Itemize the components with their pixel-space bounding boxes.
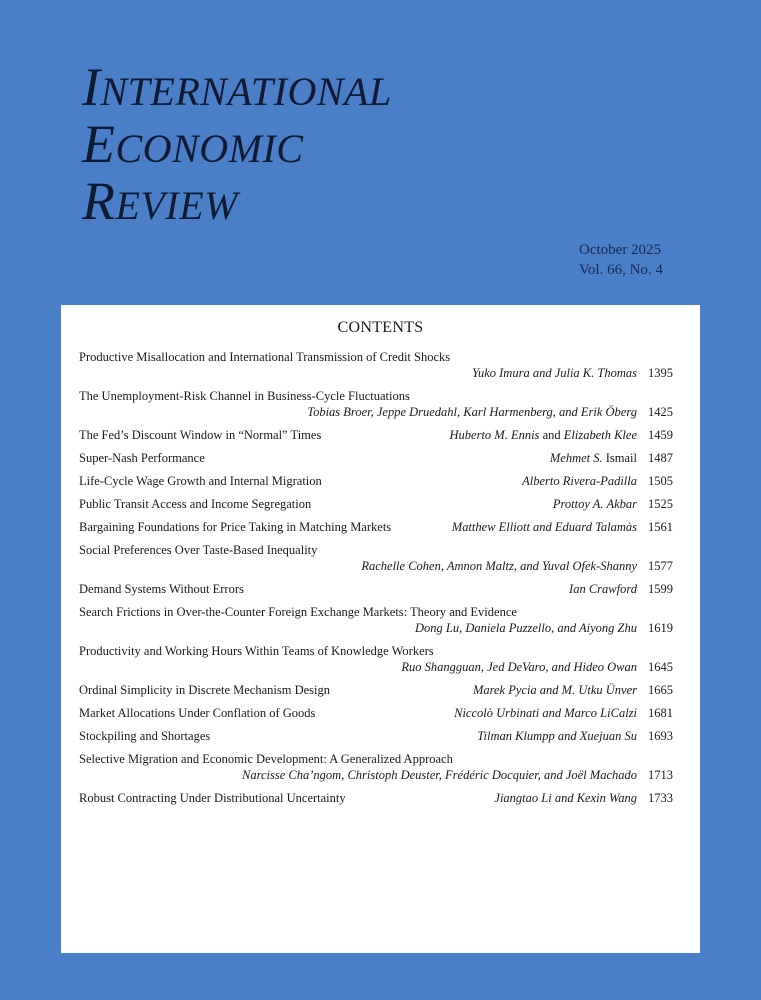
article-authors <box>522 473 637 489</box>
author-segment: Dong Lu, Daniela Puzzello, and Aiyong Zhu <box>415 621 637 635</box>
article-authors <box>307 404 637 420</box>
article-title[interactable]: Market Allocations Under Conflation of Goods <box>79 706 316 720</box>
article-title[interactable]: Public Transit Access and Income Segregation <box>79 497 312 511</box>
masthead-line-1: INTERNATIONAL <box>82 57 392 117</box>
toc-entry-author-row <box>79 365 673 381</box>
article-authors <box>454 705 637 721</box>
page-number: 1525 <box>648 497 673 511</box>
page-number: 1619 <box>648 621 673 635</box>
toc-entry-5[interactable] <box>79 473 673 489</box>
article-title[interactable]: Search Frictions in Over-the-Counter Foreign Exchange Markets: Theory and Evidence <box>79 605 517 619</box>
author-segment: Alberto Rivera-Padilla <box>522 474 637 488</box>
masthead-line-2: ECONOMIC <box>82 114 304 174</box>
toc-entry-author-row <box>79 620 673 636</box>
toc-entry-9[interactable] <box>79 581 673 597</box>
author-segment: Yuko Imura and Julia K. Thomas <box>472 366 637 380</box>
page-number: 1577 <box>648 559 673 573</box>
issue-date: October 2025 <box>579 242 662 258</box>
article-title[interactable]: The Fed’s Discount Window in “Normal” Times <box>79 428 322 442</box>
toc-entry-row <box>79 581 673 597</box>
article-authors <box>242 767 637 783</box>
article-title[interactable]: Selective Migration and Economic Development: A Generalized Approach <box>79 752 453 766</box>
author-segment: Ruo Shangguan, Jed DeVaro, and Hideo Owan <box>401 660 637 674</box>
toc-entry-row <box>79 790 673 806</box>
toc-entry-7[interactable] <box>79 519 673 535</box>
page-number: 1599 <box>648 582 673 596</box>
toc-entry-row <box>79 519 673 535</box>
page-number: 1487 <box>648 451 673 465</box>
toc-entry-title-row <box>79 388 673 404</box>
author-segment: Ismail <box>605 451 637 465</box>
toc-entry-10[interactable] <box>79 604 673 636</box>
toc-entry-title-row <box>79 349 673 365</box>
author-segment: Marek Pycia and M. Utku Ünver <box>472 683 637 697</box>
toc-entry-3[interactable] <box>79 427 673 443</box>
author-segment: Ian Crawford <box>569 582 637 596</box>
author-segment: and <box>539 428 564 442</box>
article-title[interactable]: Life-Cycle Wage Growth and Internal Migration <box>79 474 322 488</box>
author-segment: Tilman Klumpp and Xuejuan Su <box>477 729 637 743</box>
toc-entry-author-row <box>79 659 673 675</box>
article-title[interactable]: Bargaining Foundations for Price Taking in Matching Markets <box>79 520 392 534</box>
toc-entry-row <box>79 450 673 466</box>
issue-info <box>579 240 663 280</box>
toc-entry-title-row <box>79 542 673 558</box>
toc-entry-row <box>79 682 673 698</box>
page-number: 1681 <box>648 706 673 720</box>
contents-heading: CONTENTS <box>337 319 424 336</box>
toc-entry-row <box>79 705 673 721</box>
page-number: 1395 <box>648 366 673 380</box>
article-title[interactable]: Robust Contracting Under Distributional Uncertainty <box>79 791 346 805</box>
toc-entry-title-row <box>79 643 673 659</box>
article-authors <box>472 365 637 381</box>
page-number: 1561 <box>648 520 673 534</box>
toc-entry-8[interactable] <box>79 542 673 574</box>
toc-entry-author-row <box>79 404 673 420</box>
author-segment: Tobias Broer, Jeppe Druedahl, Karl Harmenberg, and Erik Öberg <box>307 405 637 419</box>
article-authors <box>361 558 637 574</box>
journal-masthead <box>82 57 392 231</box>
toc-entry-1[interactable] <box>79 349 673 381</box>
toc-entry-author-row <box>79 767 673 783</box>
toc-entry-13[interactable] <box>79 705 673 721</box>
article-title[interactable]: Social Preferences Over Taste-Based Inequality <box>79 543 318 557</box>
article-title[interactable]: Stockpiling and Shortages <box>79 729 211 743</box>
article-authors <box>569 581 637 597</box>
article-authors <box>450 427 638 443</box>
author-segment: Mehmet S. <box>549 451 606 465</box>
toc-entry-12[interactable] <box>79 682 673 698</box>
author-segment: Narcisse Cha’ngom, Christoph Deuster, Frédéric Docquier, and Joël Machado <box>242 768 637 782</box>
author-segment: Niccolò Urbinati and Marco LiCalzi <box>454 706 637 720</box>
article-authors <box>415 620 637 636</box>
toc-entry-2[interactable] <box>79 388 673 420</box>
article-title[interactable]: Ordinal Simplicity in Discrete Mechanism Design <box>79 683 330 697</box>
toc-entry-15[interactable] <box>79 751 673 783</box>
toc-entry-title-row <box>79 751 673 767</box>
author-segment: Elizabeth Klee <box>563 428 637 442</box>
page-number: 1733 <box>648 791 673 805</box>
author-segment: Matthew Elliott and Eduard Talamàs <box>451 520 637 534</box>
toc-entry-row <box>79 427 673 443</box>
article-authors <box>401 659 637 675</box>
toc-entry-4[interactable] <box>79 450 673 466</box>
page-number: 1713 <box>648 768 673 782</box>
toc-entry-row <box>79 728 673 744</box>
article-authors <box>473 682 637 698</box>
toc-entry-title-row <box>79 604 673 620</box>
page-number: 1425 <box>648 405 673 419</box>
article-title[interactable]: The Unemployment-Risk Channel in Business-Cycle Fluctuations <box>79 389 410 403</box>
page-number: 1645 <box>648 660 673 674</box>
article-authors <box>452 519 637 535</box>
toc-entry-16[interactable] <box>79 790 673 806</box>
article-authors <box>477 728 637 744</box>
article-authors <box>553 496 637 512</box>
page-number: 1665 <box>648 683 673 697</box>
article-title[interactable]: Demand Systems Without Errors <box>79 582 244 596</box>
article-title[interactable]: Super-Nash Performance <box>79 451 205 465</box>
toc-entry-author-row <box>79 558 673 574</box>
contents-panel <box>61 305 700 953</box>
toc-entry-6[interactable] <box>79 496 673 512</box>
masthead-line-3: REVIEW <box>82 171 238 231</box>
toc-entry-row <box>79 473 673 489</box>
toc-entry-row <box>79 496 673 512</box>
article-title[interactable]: Productivity and Working Hours Within Teams of Knowledge Workers <box>79 644 434 658</box>
author-segment: Huberto M. Ennis <box>449 428 540 442</box>
page-number: 1693 <box>648 729 673 743</box>
page-number: 1459 <box>648 428 673 442</box>
author-segment: Prottoy A. Akbar <box>552 497 637 511</box>
article-authors <box>494 790 637 806</box>
toc-entry-14[interactable] <box>79 728 673 744</box>
author-segment: Rachelle Cohen, Amnon Maltz, and Yuval Ofek-Shanny <box>361 559 637 573</box>
toc-entry-11[interactable] <box>79 643 673 675</box>
article-authors <box>550 450 637 466</box>
article-title[interactable]: Productive Misallocation and International Transmission of Credit Shocks <box>79 350 451 364</box>
page-number: 1505 <box>648 474 673 488</box>
author-segment: Jiangtao Li and Kexin Wang <box>494 791 637 805</box>
volume-issue: Vol. 66, No. 4 <box>579 262 663 278</box>
table-of-contents <box>79 349 673 813</box>
